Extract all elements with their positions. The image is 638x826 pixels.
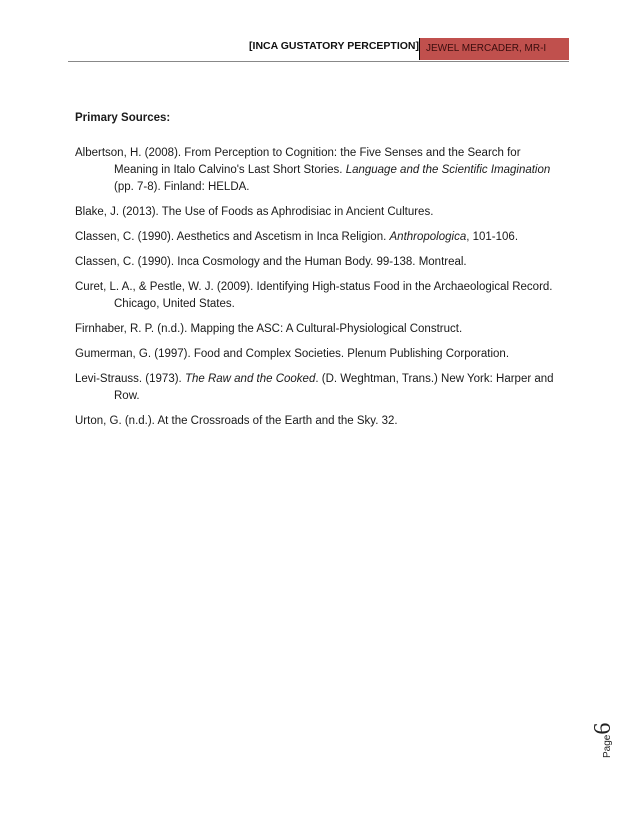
page-header xyxy=(68,38,568,62)
reference-text: Urton, G. (n.d.). At the Crossroads of the Earth and the Sky. 32. xyxy=(75,415,398,427)
reference-entry xyxy=(75,204,565,221)
reference-entry xyxy=(75,346,565,363)
reference-entry xyxy=(75,229,565,246)
reference-text: Firnhaber, R. P. (n.d.). Mapping the ASC: A Cultural-Physiological Construct. xyxy=(75,323,463,335)
reference-entry xyxy=(75,145,565,196)
reference-entry xyxy=(75,413,565,430)
reference-text-tail: , 101-106. xyxy=(466,231,519,243)
reference-list xyxy=(75,145,565,430)
section-heading: Primary Sources: xyxy=(75,112,171,124)
header-author: JEWEL MERCADER, MR-I xyxy=(420,38,569,60)
reference-entry xyxy=(75,321,565,338)
reference-text: Blake, J. (2013). The Use of Foods as Aphrodisiac in Ancient Cultures. xyxy=(75,206,434,218)
reference-title: Anthropologica xyxy=(389,231,467,243)
header-title: [INCA GUSTATORY PERCEPTION] xyxy=(249,40,419,52)
page-number xyxy=(590,708,614,758)
reference-text: Albertson, H. (2008). From Perception to Cognition: the Five Senses and the Search for Meaning in Italo Calvino's Last Short Stories. xyxy=(75,147,521,176)
reference-entry xyxy=(75,254,565,271)
page-digit: 6 xyxy=(590,722,616,735)
reference-text-tail: (pp. 7-8). Finland: HELDA. xyxy=(114,181,250,193)
reference-text: Gumerman, G. (1997). Food and Complex Societies. Plenum Publishing Corporation. xyxy=(75,348,510,360)
reference-title: The Raw and the Cooked xyxy=(184,373,316,385)
header-rule xyxy=(68,61,569,62)
reference-text: Classen, C. (1990). Inca Cosmology and the Human Body. 99-138. Montreal. xyxy=(75,256,467,268)
reference-entry xyxy=(75,279,565,313)
reference-text: Curet, L. A., & Pestle, W. J. (2009). Identifying High-status Food in the Archaeological Record. Chicago, United States. xyxy=(75,281,553,310)
reference-entry xyxy=(75,371,565,405)
reference-text-tail: . (D. Weghtman, Trans.) New York: Harper and Row. xyxy=(114,373,554,402)
reference-text: Levi-Strauss. (1973). xyxy=(75,373,185,385)
document-body xyxy=(75,110,565,438)
reference-title: Language and the Scientific Imagination xyxy=(345,164,551,176)
reference-text: Classen, C. (1990). Aesthetics and Ascetism in Inca Religion. xyxy=(75,231,390,243)
page-label: Page xyxy=(602,734,613,758)
